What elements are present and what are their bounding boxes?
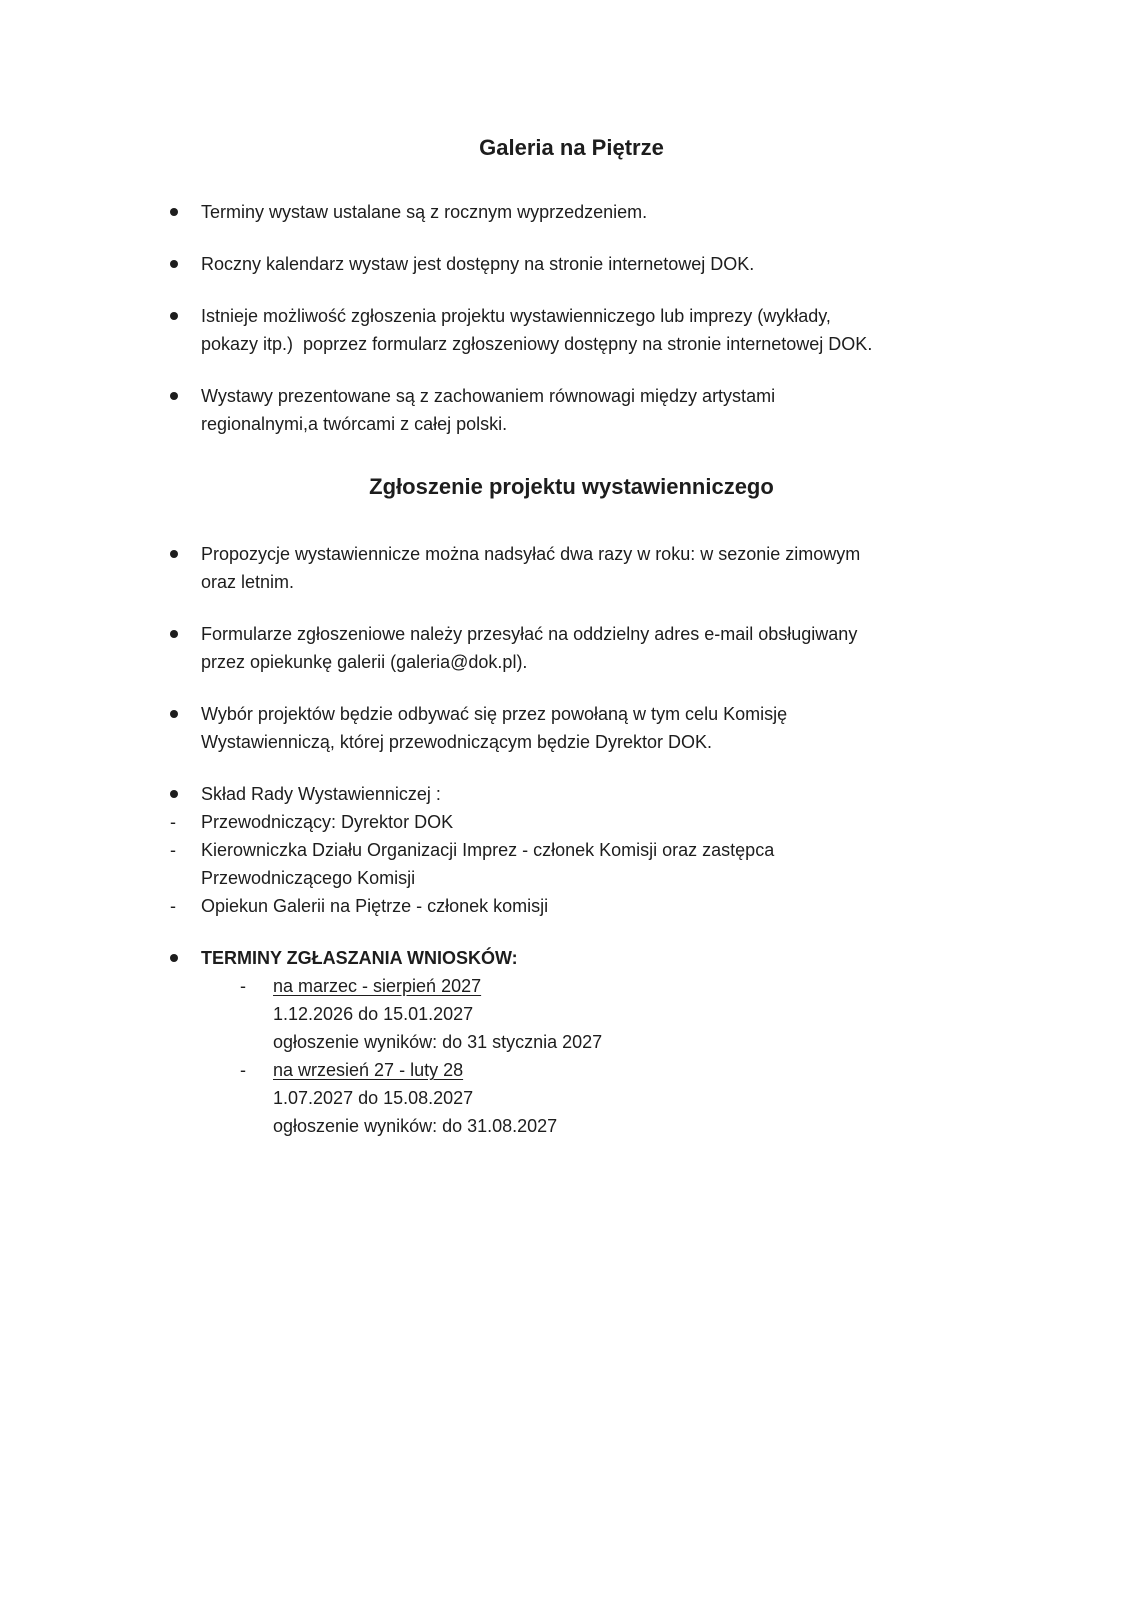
deadline-round-results: ogłoszenie wyników: do 31 stycznia 2027 [273, 1032, 603, 1052]
dash-marker: - [170, 812, 176, 832]
bullet-item [168, 382, 975, 438]
dash-marker: - [240, 1060, 246, 1080]
member-text: Przewodniczący: Dyrektor DOK [201, 812, 454, 832]
bullet-item [168, 540, 975, 596]
bullet-text: Terminy wystaw ustalane są z rocznym wyprzedzeniem. [201, 202, 648, 222]
bullet-item [168, 250, 975, 278]
bullet-dot-icon [170, 260, 178, 268]
bullet-dot-icon [170, 208, 178, 216]
section-heading: Zgłoszenie projektu wystawienniczego [369, 474, 774, 499]
deadlines-heading-item [168, 944, 975, 972]
bullet-text: oraz letnim. [201, 572, 295, 592]
deadline-round-period: na marzec - sierpień 2027 [273, 976, 482, 996]
bullet-text: Propozycje wystawiennicze można nadsyłać dwa razy w roku: w sezonie zimowym [201, 544, 861, 564]
committee-member-item [168, 808, 975, 836]
bullet-item [168, 198, 975, 226]
deadline-round-results: ogłoszenie wyników: do 31.08.2027 [273, 1116, 558, 1136]
bullet-text: Skład Rady Wystawienniczej : [201, 784, 441, 804]
member-text: Kierowniczka Działu Organizacji Imprez - członek Komisji oraz zastępca [201, 840, 775, 860]
bullet-item [168, 302, 975, 358]
deadline-round-item [168, 1056, 975, 1084]
bullet-text: przez opiekunkę galerii (galeria@dok.pl). [201, 652, 528, 672]
bullet-item-committee-lead [168, 780, 975, 808]
bullet-dot-icon [170, 630, 178, 638]
bullet-text: Wystawy prezentowane są z zachowaniem równowagi między artystami [201, 386, 776, 406]
member-text: Opiekun Galerii na Piętrze - członek komisji [201, 896, 549, 916]
committee-member-item [168, 836, 975, 892]
bullet-dot-icon [170, 954, 178, 962]
bullet-text: Istnieje możliwość zgłoszenia projektu wystawienniczego lub imprezy (wykłady, [201, 306, 831, 326]
bullet-text: Formularze zgłoszeniowe należy przesyłać na oddzielny adres e-mail obsługiwany [201, 624, 858, 644]
bullet-dot-icon [170, 392, 178, 400]
dash-marker: - [170, 896, 176, 916]
deadline-round-item [168, 972, 975, 1000]
bullet-text: regionalnymi,a twórcami z całej polski. [201, 414, 508, 434]
bullet-dot-icon [170, 312, 178, 320]
bullet-item [168, 700, 975, 756]
bullet-item [168, 620, 975, 676]
bullet-text: Wystawienniczą, której przewodniczącym będzie Dyrektor DOK. [201, 732, 713, 752]
bullet-dot-icon [170, 710, 178, 718]
bullet-text: Wybór projektów będzie odbywać się przez powołaną w tym celu Komisję [201, 704, 788, 724]
deadline-round-period: na wrzesień 27 - luty 28 [273, 1060, 464, 1080]
member-text: Przewodniczącego Komisji [201, 868, 416, 888]
dash-marker: - [240, 976, 246, 996]
deadline-round-window: 1.12.2026 do 15.01.2027 [273, 1004, 474, 1024]
bullet-text: Roczny kalendarz wystaw jest dostępny na stronie internetowej DOK. [201, 254, 755, 274]
bullet-dot-icon [170, 550, 178, 558]
deadlines-heading: TERMINY ZGŁASZANIA WNIOSKÓW: [201, 948, 518, 968]
document-title: Galeria na Piętrze [479, 135, 664, 160]
bullet-dot-icon [170, 790, 178, 798]
committee-member-item [168, 892, 975, 920]
deadline-round-window: 1.07.2027 do 15.08.2027 [273, 1088, 474, 1108]
dash-marker: - [170, 840, 176, 860]
bullet-text: pokazy itp.) poprzez formularz zgłoszeniowy dostępny na stronie internetowej DOK. [201, 334, 873, 354]
